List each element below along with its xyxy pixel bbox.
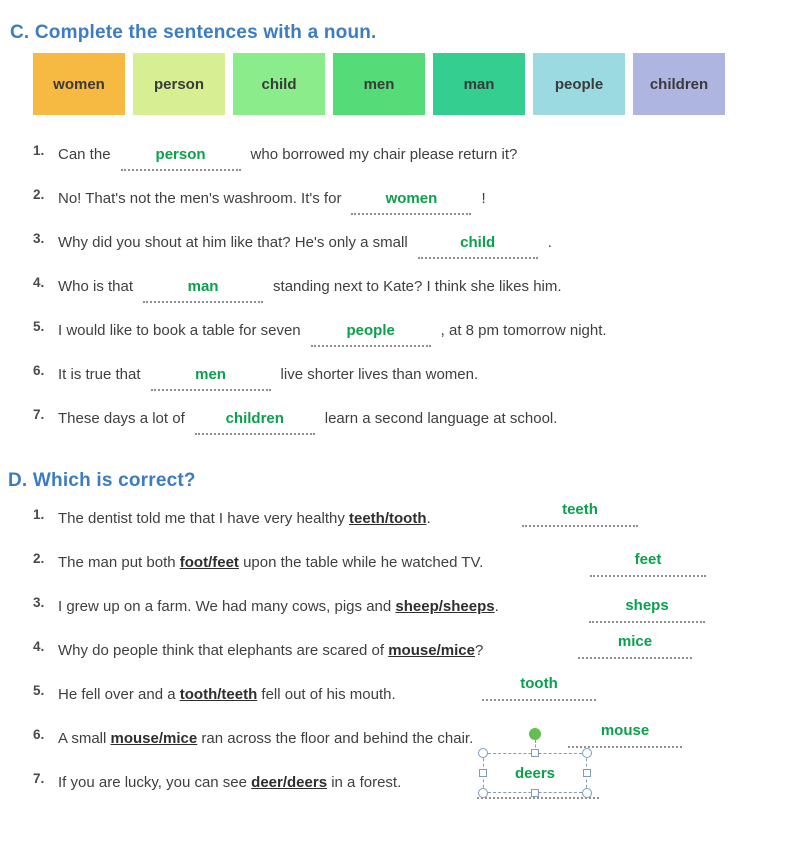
text-before-blank: Who is that [58,278,134,295]
answer-box[interactable] [578,632,692,659]
answer-blank[interactable] [418,235,538,259]
sentence-text [58,596,499,617]
item-number: 6. [33,363,45,378]
answer-blank[interactable] [351,191,471,215]
resize-handle-middle-left[interactable] [479,769,487,777]
answer-text: men [195,366,226,383]
text-after-choice: . [426,510,431,527]
word-bank-label: child [261,75,297,93]
word-bank-item-man[interactable] [433,53,525,115]
sentence-text [58,188,486,215]
word-bank-label: people [554,75,604,93]
text-after-blank: learn a second language at school. [324,410,558,427]
item-number: 3. [33,231,45,246]
item-number: 4. [33,275,45,290]
fill-in-sentence-3 [33,232,783,276]
answer-text: deers [514,764,556,782]
text-after-choice: upon the table while he watched TV. [238,554,484,571]
item-number: 3. [33,595,45,610]
item-number: 6. [33,727,45,742]
item-number: 4. [33,639,45,654]
resize-handle-top-center[interactable] [531,749,539,757]
textbox-border[interactable] [483,753,587,793]
item-number: 7. [33,407,45,422]
choice-sentence-2 [33,552,793,596]
text-before-blank: Can the [58,146,111,163]
answer-box[interactable] [568,721,682,748]
word-bank-label: men [363,75,395,93]
resize-handle-middle-right[interactable] [583,769,591,777]
answer-box[interactable] [482,674,596,701]
text-before-choice: The man put both [58,554,180,571]
choice-sentence-4 [33,633,793,684]
item-number: 5. [33,683,45,698]
sentence-text [58,772,401,793]
text-before-choice: He fell over and a [58,686,180,703]
sentence-text [58,364,478,391]
resize-handle-bottom-center[interactable] [531,789,539,797]
text-after-blank: who borrowed my chair please return it? [250,146,518,163]
text-after-choice: in a forest. [327,774,402,791]
answer-blank[interactable] [195,411,315,435]
answer-text: tooth [520,675,558,692]
item-number: 1. [33,143,45,158]
section-c-heading: C. Complete the sentences with a noun. [10,22,377,43]
choice-words: teeth/tooth [349,510,427,527]
choice-words: mouse/mice [388,642,475,659]
fill-in-sentence-7 [33,408,783,452]
resize-handle-top-right[interactable] [582,748,592,758]
sentence-text [58,232,552,259]
fill-in-sentence-4 [33,276,783,320]
answer-box[interactable] [522,500,638,527]
selected-textbox[interactable] [483,753,587,793]
word-bank-item-child[interactable] [233,53,325,115]
word-bank-label: person [153,75,204,93]
choice-words: tooth/teeth [179,686,258,703]
sentence-text [58,144,517,171]
choice-words: foot/feet [179,554,239,571]
answer-text: women [385,190,438,207]
sentence-text [58,408,557,435]
section-d-list [33,501,793,816]
word-bank-label: man [463,75,495,93]
fill-in-sentence-6 [33,364,783,408]
answer-text: mouse [600,722,650,739]
text-after-blank: . [547,234,552,251]
word-bank-item-men[interactable] [333,53,425,115]
text-after-choice: fell out of his mouth. [257,686,396,703]
resize-handle-top-left[interactable] [478,748,488,758]
text-before-blank: It is true that [58,366,141,383]
word-bank-item-people[interactable] [533,53,625,115]
rotation-handle[interactable] [529,728,541,740]
choice-words: mouse/mice [110,730,198,747]
answer-underline [477,797,599,799]
item-number: 7. [33,771,45,786]
text-before-choice: A small [58,730,111,747]
section-d-heading: D. Which is correct? [8,470,196,491]
text-after-choice: ? [474,642,484,659]
sentence-text [58,684,396,705]
text-after-blank: , at 8 pm tomorrow night. [440,322,607,339]
answer-blank[interactable] [311,323,431,347]
fill-in-sentence-2 [33,188,783,232]
sentence-text [58,320,607,347]
sentence-text [58,552,483,573]
answer-text: child [460,234,496,251]
sentence-text [58,276,562,303]
answer-text: man [187,278,219,295]
text-before-blank: Why did you shout at him like that? He's only a small [58,234,408,251]
answer-text: children [225,410,284,427]
section-c-list [33,144,783,452]
answer-box[interactable] [589,596,705,623]
text-before-choice: I grew up on a farm. We had many cows, pigs and [58,598,396,615]
text-before-choice: If you are lucky, you can see [58,774,252,791]
text-before-blank: These days a lot of [58,410,185,427]
text-before-blank: No! That's not the men's washroom. It's for [58,190,342,207]
fill-in-sentence-5 [33,320,783,364]
text-after-blank: standing next to Kate? I think she likes him. [273,278,562,295]
answer-text: sheps [625,597,669,614]
text-after-choice: ran across the floor and behind the chair. [197,730,474,747]
text-before-choice: The dentist told me that I have very healthy [58,510,349,527]
choice-sentence-7 [33,764,793,816]
sentence-text [58,508,431,529]
text-after-blank: live shorter lives than women. [280,366,479,383]
text-before-blank: I would like to book a table for seven [58,322,301,339]
answer-blank[interactable] [151,367,271,391]
choice-sentence-6 [33,722,793,772]
item-number: 2. [33,551,45,566]
answer-text: mice [617,633,653,650]
answer-blank[interactable] [121,147,241,171]
answer-text: teeth [562,501,598,518]
text-after-choice: . [494,598,499,615]
fill-in-sentence-1 [33,144,783,188]
answer-blank[interactable] [143,279,263,303]
resize-handle-bottom-left[interactable] [478,788,488,798]
text-before-choice: Why do people think that elephants are scared of [58,642,389,659]
answer-box[interactable] [590,550,706,577]
sentence-text [58,728,473,749]
sentence-text [58,640,483,661]
word-bank-label: children [649,75,709,93]
answer-text: person [155,146,206,163]
item-number: 5. [33,319,45,334]
item-number: 1. [33,507,45,522]
choice-words: deer/deers [251,774,328,791]
answer-text: people [346,322,395,339]
choice-sentence-1 [33,501,793,552]
word-bank [33,53,725,115]
choice-words: sheep/sheeps [395,598,495,615]
word-bank-item-children[interactable] [633,53,725,115]
word-bank-item-person[interactable] [133,53,225,115]
resize-handle-bottom-right[interactable] [582,788,592,798]
item-number: 2. [33,187,45,202]
answer-text: feet [634,551,662,568]
word-bank-label: women [53,75,105,93]
text-after-blank: ! [481,190,486,207]
word-bank-item-women[interactable] [33,53,125,115]
